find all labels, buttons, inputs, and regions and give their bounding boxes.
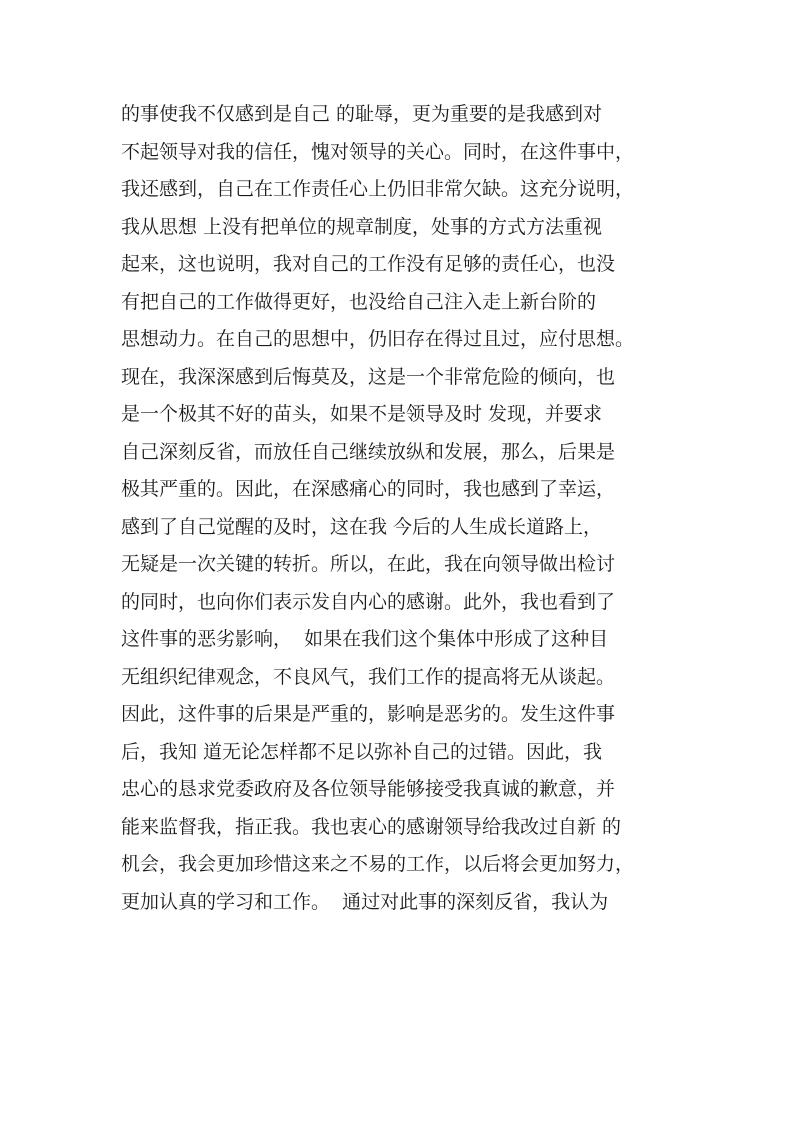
text-line: 更加认真的学习和工作。 通过对此事的深刻反省，我认为 xyxy=(121,890,609,913)
text-line: 忠心的恳求党委政府及各位领导能够接受我真诚的歉意，并 xyxy=(121,778,616,800)
text-line: 后，我知 道无论怎样都不足以弥补自己的过错。因此，我 xyxy=(121,740,603,763)
text-line: 因此，这件事的后果是严重的，影响是恶劣的。发生这件事 xyxy=(121,703,616,725)
text-line: 我还感到，自己在工作责任心上仍旧非常欠缺。这充分说明， xyxy=(121,178,635,200)
text-line: 自己深刻反省，而放任自己继续放纵和发展，那么，后果是 xyxy=(121,440,616,463)
text-line: 极其严重的。因此，在深感痛心的同时，我也感到了幸运， xyxy=(121,478,616,500)
text-line: 能来监督我，指正我。我也衷心的感谢领导给我改过自新 的 xyxy=(121,815,622,838)
text-line: 机会，我会更加珍惜这来之不易的工作，以后将会更加努力， xyxy=(121,853,635,875)
text-line: 我从思想 上没有把单位的规章制度，处事的方式方法重视 xyxy=(121,215,603,238)
text-line: 不起领导对我的信任，愧对领导的关心。同时，在这件事中， xyxy=(121,140,635,163)
text-line: 感到了自己觉醒的及时，这在我 今后的人生成长道路上， xyxy=(121,515,603,538)
text-line: 思想动力。在自己的思想中，仍旧存在得过且过，应付思想。 xyxy=(121,328,635,350)
body-text xyxy=(121,96,681,921)
text-line: 是一个极其不好的苗头，如果不是领导及时 发现，并要求 xyxy=(121,403,603,425)
text-line: 无疑是一次关键的转折。所以，在此，我在向领导做出检讨 xyxy=(121,553,616,575)
text-line: 起来，这也说明，我对自己的工作没有足够的责任心，也没 xyxy=(121,253,616,275)
text-line: 有把自己的工作做得更好，也没给自己注入走上新台阶的 xyxy=(121,290,597,313)
text-line: 的事使我不仅感到是自己 的耻辱，更为重要的是我感到对 xyxy=(121,103,603,125)
text-line: 这件事的恶劣影响， 如果在我们这个集体中形成了这种目 xyxy=(121,628,609,650)
text-line: 无组织纪律观念，不良风气，我们工作的提高将无从谈起。 xyxy=(121,665,616,688)
text-line: 的同时，也向你们表示发自内心的感谢。此外，我也看到了 xyxy=(121,590,616,613)
text-line: 现在，我深深感到后悔莫及，这是一个非常危险的倾向，也 xyxy=(121,365,616,388)
